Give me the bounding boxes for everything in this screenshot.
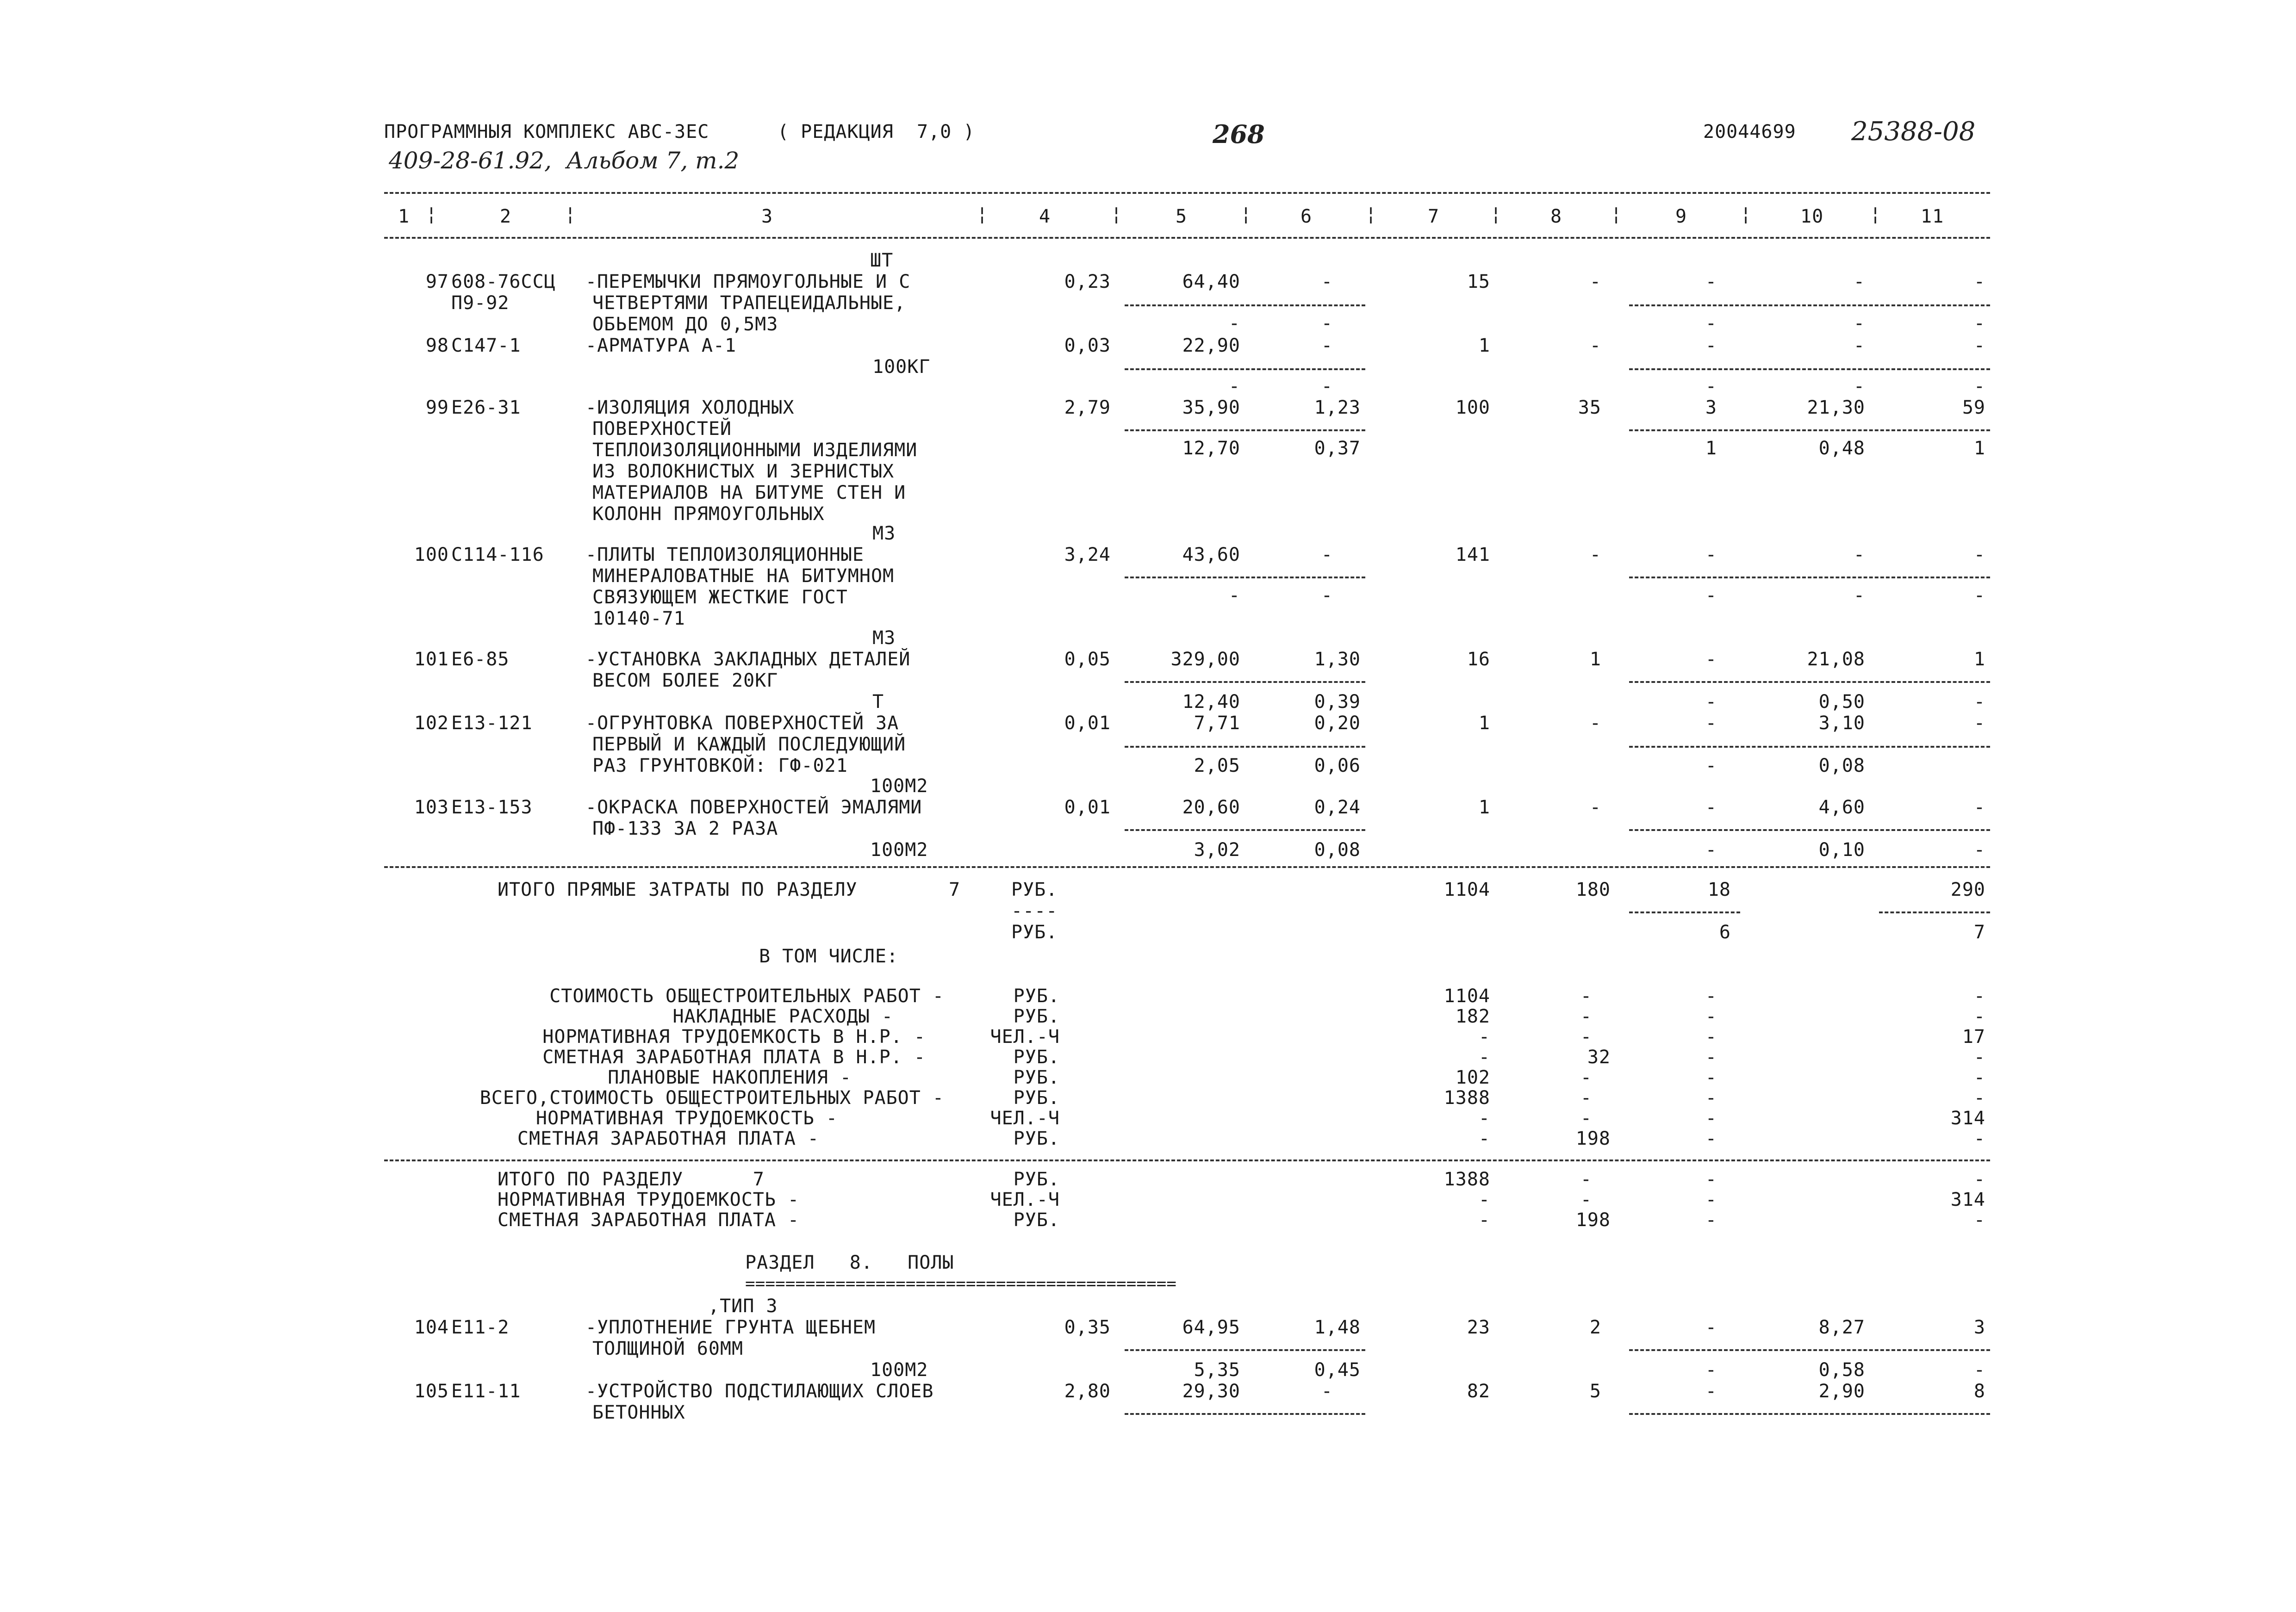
cell-c6b: - (1321, 313, 1333, 334)
sub-rule (1125, 577, 1365, 578)
cell-c11b: 1 (1973, 438, 1985, 459)
cell-c6: 0,24 (1314, 797, 1361, 818)
col-sep: ¦ (1611, 204, 1623, 225)
price-code: Е13-153 (451, 797, 533, 818)
description-line: РАЗ ГРУНТОВКОЙ: ГФ-021 (592, 755, 848, 776)
cell-c5: 329,00 (1170, 649, 1240, 670)
section-total-c9: - (1705, 1169, 1717, 1190)
cell-c8: 5 (1589, 1381, 1601, 1402)
cell-c4: 2,80 (1064, 1381, 1111, 1402)
section-total-unit: РУБ. (1013, 1209, 1060, 1231)
col-sep: ¦ (426, 204, 438, 225)
totals-section: 7 (949, 879, 961, 900)
price-code: Е6-85 (451, 649, 510, 670)
cell-c8: - (1589, 544, 1601, 565)
cell-c5b: 2,05 (1194, 755, 1240, 776)
breakdown-label: НОРМАТИВНАЯ ТРУДОЕМКОСТЬ - (535, 1108, 838, 1129)
cell-c6b: 0,06 (1314, 755, 1361, 776)
breakdown-label: ВСЕГО,СТОИМОСТЬ ОБЩЕСТРОИТЕЛЬНЫХ РАБОТ - (479, 1087, 944, 1109)
price-code: С147-1 (451, 335, 521, 356)
breakdown-c7: - (1478, 1047, 1490, 1068)
section-total-unit: РУБ. (1013, 1169, 1060, 1190)
totals-unit2: РУБ. (1011, 922, 1058, 943)
cell-c4: 0,03 (1064, 335, 1111, 356)
cell-c6b: 0,45 (1314, 1359, 1361, 1381)
breakdown-label: НОРМАТИВНАЯ ТРУДОЕМКОСТЬ В Н.Р. - (542, 1026, 926, 1048)
breakdown-c8: - (1580, 1026, 1592, 1048)
col-header: 7 (1428, 206, 1440, 227)
col-sep: ¦ (1365, 204, 1377, 225)
cell-c6: 1,48 (1314, 1317, 1361, 1338)
description-line: БЕТОННЫХ (592, 1402, 685, 1423)
breakdown-unit: РУБ. (1013, 1087, 1060, 1109)
sub-rule (1629, 911, 1740, 913)
cell-c11: - (1973, 335, 1985, 356)
cell-c10b: 0,48 (1818, 438, 1865, 459)
cell-c11: 59 (1962, 397, 1985, 418)
cell-c11: - (1973, 544, 1985, 565)
unit-label: Т (872, 691, 884, 713)
cell-c11: - (1973, 271, 1985, 292)
price-code: Е11-11 (451, 1381, 521, 1402)
cell-c8: 2 (1589, 1317, 1601, 1338)
sub-rule (1879, 911, 1990, 913)
breakdown-c7: 1388 (1444, 1087, 1490, 1109)
cell-c10: - (1853, 271, 1865, 292)
section-total-c11: - (1973, 1209, 1985, 1231)
breakdown-unit: РУБ. (1013, 1067, 1060, 1088)
description-line: -УСТРОЙСТВО ПОДСТИЛАЮЩИХ СЛОЕВ (585, 1381, 934, 1402)
description-line: -АРМАТУРА А-1 (585, 335, 737, 356)
section-8-type: ,ТИП 3 (708, 1296, 778, 1317)
breakdown-c8: - (1580, 1067, 1592, 1088)
cell-c5: 35,90 (1182, 397, 1240, 418)
cell-c10: 2,90 (1818, 1381, 1865, 1402)
col-header: 3 (761, 206, 773, 227)
cell-c4: 0,01 (1064, 713, 1111, 734)
cell-c6: 1,23 (1314, 397, 1361, 418)
cell-c7: 16 (1467, 649, 1490, 670)
row-number: 101 (414, 649, 449, 670)
row-number: 98 (425, 335, 449, 356)
cell-c8: - (1589, 713, 1601, 734)
totals-c7: 1104 (1444, 879, 1490, 900)
cell-c9b: - (1705, 839, 1717, 861)
breakdown-label: СТОИМОСТЬ ОБЩЕСТРОИТЕЛЬНЫХ РАБОТ - (549, 986, 944, 1007)
section-total-unit: ЧЕЛ.-Ч (990, 1189, 1060, 1210)
cell-c10: - (1853, 544, 1865, 565)
breakdown-unit: РУБ. (1013, 1128, 1060, 1149)
description-line: -ПЛИТЫ ТЕПЛОИЗОЛЯЦИОННЫЕ (585, 544, 864, 565)
price-code-2: П9-92 (451, 292, 510, 314)
breakdown-unit: РУБ. (1013, 1047, 1060, 1068)
cell-c5b: 5,35 (1194, 1359, 1240, 1381)
breakdown-c11: 314 (1950, 1108, 1985, 1129)
cell-c9b: - (1705, 755, 1717, 776)
cell-c11b: - (1973, 1359, 1985, 1381)
breakdown-unit: ЧЕЛ.-Ч (990, 1026, 1060, 1048)
description-line: МИНЕРАЛОВАТНЫЕ НА БИТУМНОМ (592, 565, 895, 587)
totals-c9: 18 (1707, 879, 1731, 900)
cell-c6: 1,30 (1314, 649, 1361, 670)
breakdown-c11: - (1973, 1067, 1985, 1088)
breakdown-c8: 32 (1587, 1047, 1611, 1068)
row-number: 100 (414, 544, 449, 565)
cell-c9b: - (1705, 585, 1717, 606)
sub-rule (1125, 1413, 1365, 1415)
cell-c10: 21,30 (1807, 397, 1865, 418)
col-header: 2 (500, 206, 512, 227)
cell-c5b: 3,02 (1194, 839, 1240, 861)
description-line: ОБЬЕМОМ ДО 0,5МЗ (592, 314, 778, 335)
cell-c9: 3 (1705, 397, 1717, 418)
section-total-c8: 198 (1575, 1209, 1611, 1231)
breakdown-c9: - (1705, 1067, 1717, 1088)
cell-c11: 8 (1973, 1381, 1985, 1402)
cell-c7: 100 (1455, 397, 1490, 418)
doc-code: 20044699 (1703, 121, 1796, 143)
cell-c8: - (1589, 335, 1601, 356)
row-number: 105 (414, 1381, 449, 1402)
cell-c7: 141 (1455, 544, 1490, 565)
cell-c4: 0,35 (1064, 1317, 1111, 1338)
cell-c7: 1 (1478, 713, 1490, 734)
col-sep: ¦ (565, 204, 577, 225)
col-header: 6 (1300, 206, 1313, 227)
cell-c4: 0,05 (1064, 649, 1111, 670)
sub-rule (1629, 746, 1990, 748)
section-total-label: НОРМАТИВНАЯ ТРУДОЕМКОСТЬ - (498, 1189, 800, 1210)
cell-c8: 1 (1589, 649, 1601, 670)
cell-c4: 0,23 (1064, 271, 1111, 292)
section-total-label: СМЕТНАЯ ЗАРАБОТНАЯ ПЛАТА - (498, 1209, 800, 1231)
cell-c6: 0,20 (1314, 713, 1361, 734)
sub-rule (1629, 1349, 1990, 1351)
cell-c9b: - (1705, 1359, 1717, 1381)
cell-c5: 7,71 (1194, 713, 1240, 734)
description-line: -ОКРАСКА ПОВЕРХНОСТЕЙ ЭМАЛЯМИ (585, 797, 922, 818)
cell-c8: - (1589, 271, 1601, 292)
cell-c11: - (1973, 713, 1985, 734)
cell-c5: 29,30 (1182, 1381, 1240, 1402)
unit-label: 100М2 (870, 775, 928, 797)
sub-rule (1125, 829, 1365, 831)
description-line: КОЛОНН ПРЯМОУГОЛЬНЫХ (592, 503, 825, 525)
cell-c9: - (1705, 271, 1717, 292)
breakdown-unit: РУБ. (1013, 1006, 1060, 1027)
totals-c9b: 6 (1719, 922, 1731, 943)
edition: ( РЕДАКЦИЯ 7,0 ) (778, 121, 975, 143)
sub-rule (1125, 746, 1365, 748)
cell-c10: 8,27 (1818, 1317, 1865, 1338)
section-total-label: ИТОГО ПО РАЗДЕЛУ 7 (498, 1169, 765, 1190)
sub-rule (1125, 368, 1365, 370)
cell-c5: 20,60 (1182, 797, 1240, 818)
cell-c5b: - (1228, 585, 1240, 606)
section-total-c7: - (1478, 1209, 1490, 1231)
description-line: ПЕРВЫЙ И КАЖДЫЙ ПОСЛЕДУЮЩИЙ (592, 734, 906, 755)
cell-c4: 2,79 (1064, 397, 1111, 418)
breakdown-c8: - (1580, 1087, 1592, 1109)
cell-c5: 64,95 (1182, 1317, 1240, 1338)
sub-rule (1629, 368, 1990, 370)
price-code: Е13-121 (451, 713, 533, 734)
cell-c9: - (1705, 713, 1717, 734)
breakdown-label: СМЕТНАЯ ЗАРАБОТНАЯ ПЛАТА - (517, 1128, 819, 1149)
col-sep: ¦ (1740, 204, 1752, 225)
cell-c6b: - (1321, 376, 1333, 397)
cell-c5b: 12,40 (1182, 691, 1240, 713)
description-line: СВЯЗУЮЩЕМ ЖЕСТКИЕ ГОСТ (592, 587, 848, 608)
breakdown-c8: - (1580, 986, 1592, 1007)
album-handwritten: 409-28-61.92, Альбом 7, т.2 (389, 147, 740, 174)
cell-c5b: 12,70 (1182, 438, 1240, 459)
totals-c11b: 7 (1973, 922, 1985, 943)
cell-c6: - (1321, 544, 1333, 565)
unit-label: ШТ (870, 250, 894, 271)
cell-c10b: 0,50 (1818, 691, 1865, 713)
cell-c9b: - (1705, 691, 1717, 713)
cell-c4: 0,01 (1064, 797, 1111, 818)
description-line: ТЕПЛОИЗОЛЯЦИОННЫМИ ИЗДЕЛИЯМИ (592, 440, 918, 461)
breakdown-c7: 182 (1455, 1006, 1490, 1027)
price-code: С114-116 (451, 544, 544, 565)
breakdown-label: НАКЛАДНЫЕ РАСХОДЫ - (672, 1006, 893, 1027)
breakdown-c9: - (1705, 1026, 1717, 1048)
breakdown-c11: 17 (1962, 1026, 1985, 1048)
cell-c7: 1 (1478, 797, 1490, 818)
col-header: 4 (1039, 206, 1051, 227)
unit-label: 100КГ (872, 356, 931, 378)
breakdown-unit: РУБ. (1013, 986, 1060, 1007)
cell-c9b: - (1705, 376, 1717, 397)
including-label: В ТОМ ЧИСЛЕ: (759, 946, 898, 967)
cell-c9: - (1705, 797, 1717, 818)
section-rule (384, 1159, 1990, 1161)
cell-c11: 3 (1973, 1317, 1985, 1338)
breakdown-c11: - (1973, 986, 1985, 1007)
cell-c9: - (1705, 1317, 1717, 1338)
sub-rule (1125, 304, 1365, 306)
description-line: -ИЗОЛЯЦИЯ ХОЛОДНЫХ (585, 397, 795, 418)
breakdown-label: СМЕТНАЯ ЗАРАБОТНАЯ ПЛАТА В Н.Р. - (542, 1047, 926, 1068)
section-total-c8: - (1580, 1169, 1592, 1190)
totals-dashes: ---- (1011, 900, 1058, 922)
sub-rule (1629, 429, 1990, 431)
cell-c6b: 0,37 (1314, 438, 1361, 459)
col-header: 11 (1921, 206, 1944, 227)
breakdown-c8: - (1580, 1108, 1592, 1129)
section-total-c11: 314 (1950, 1189, 1985, 1210)
col-header: 9 (1675, 206, 1687, 227)
cell-c6b: 0,39 (1314, 691, 1361, 713)
breakdown-c7: 102 (1455, 1067, 1490, 1088)
totals-label: ИТОГО ПРЯМЫЕ ЗАТРАТЫ ПО РАЗДЕЛУ (498, 879, 858, 900)
description-line: ВЕСОМ БОЛЕЕ 20КГ (592, 670, 778, 691)
sub-rule (1629, 681, 1990, 683)
section-total-c7: - (1478, 1189, 1490, 1210)
breakdown-c9: - (1705, 986, 1717, 1007)
unit-label: МЗ (872, 523, 896, 544)
sub-rule (1125, 681, 1365, 683)
description-line: -УПЛОТНЕНИЕ ГРУНТА ЩЕБНЕМ (585, 1317, 876, 1338)
breakdown-c8: 198 (1575, 1128, 1611, 1149)
header-rule-bottom (384, 237, 1990, 239)
cell-c10: 3,10 (1818, 713, 1865, 734)
col-header: 5 (1176, 206, 1188, 227)
cell-c11b: - (1973, 691, 1985, 713)
totals-c8: 180 (1575, 879, 1611, 900)
price-code: Е11-2 (451, 1317, 510, 1338)
cell-c7: 23 (1467, 1317, 1490, 1338)
breakdown-c9: - (1705, 1108, 1717, 1129)
cell-c10: 21,08 (1807, 649, 1865, 670)
cell-c5b: - (1228, 376, 1240, 397)
col-sep: ¦ (1870, 204, 1882, 225)
cell-c7: 15 (1467, 271, 1490, 292)
section-rule (384, 866, 1990, 868)
unit-label: МЗ (872, 627, 896, 649)
section-total-c11: - (1973, 1169, 1985, 1190)
cell-c9b: - (1705, 313, 1717, 334)
description-line: ЧЕТВЕРТЯМИ ТРАПЕЦЕИДАЛЬНЫЕ, (592, 292, 906, 314)
breakdown-label: ПЛАНОВЫЕ НАКОПЛЕНИЯ - (608, 1067, 852, 1088)
unit-label: 100М2 (870, 839, 928, 861)
cell-c10b: - (1853, 376, 1865, 397)
sub-rule (1125, 429, 1365, 431)
cell-c9: - (1705, 649, 1717, 670)
cell-c11b: - (1973, 376, 1985, 397)
cell-c5: 64,40 (1182, 271, 1240, 292)
description-line: -УСТАНОВКА ЗАКЛАДНЫХ ДЕТАЛЕЙ (585, 649, 911, 670)
sub-rule (1629, 1413, 1990, 1415)
cell-c8: - (1589, 797, 1601, 818)
description-line: ТОЛЩИНОЙ 60ММ (592, 1338, 744, 1359)
cell-c6: - (1321, 1381, 1333, 1402)
breakdown-c7: - (1478, 1026, 1490, 1048)
breakdown-c9: - (1705, 1047, 1717, 1068)
row-number: 104 (414, 1317, 449, 1338)
cell-c9b: 1 (1705, 438, 1717, 459)
cell-c10b: - (1853, 585, 1865, 606)
section-8-title: РАЗДЕЛ 8. ПОЛЫ (745, 1252, 954, 1273)
cell-c4: 3,24 (1064, 544, 1111, 565)
breakdown-c11: - (1973, 1006, 1985, 1027)
header-rule-top (384, 192, 1990, 194)
cell-c6b: 0,08 (1314, 839, 1361, 861)
sub-rule (1629, 304, 1990, 306)
price-code: 608-76ССЦ (451, 271, 556, 292)
cell-c10: 4,60 (1818, 797, 1865, 818)
cell-c6: - (1321, 271, 1333, 292)
breakdown-c7: 1104 (1444, 986, 1490, 1007)
sub-rule (1629, 577, 1990, 578)
breakdown-c7: - (1478, 1108, 1490, 1129)
breakdown-c11: - (1973, 1087, 1985, 1109)
cell-c11: 1 (1973, 649, 1985, 670)
section-total-c8: - (1580, 1189, 1592, 1210)
cell-c9: - (1705, 335, 1717, 356)
breakdown-c7: - (1478, 1128, 1490, 1149)
cell-c5: 43,60 (1182, 544, 1240, 565)
breakdown-unit: ЧЕЛ.-Ч (990, 1108, 1060, 1129)
cell-c10b: 0,08 (1818, 755, 1865, 776)
description-line: -ОГРУНТОВКА ПОВЕРХНОСТЕЙ ЗА (585, 713, 899, 734)
cell-c6b: - (1321, 585, 1333, 606)
cell-c10: - (1853, 335, 1865, 356)
col-sep: ¦ (1240, 204, 1252, 225)
description-line: 10140-71 (592, 608, 685, 629)
cell-c10b: 0,10 (1818, 839, 1865, 861)
col-sep: ¦ (1111, 204, 1123, 225)
cell-c8: 35 (1578, 397, 1601, 418)
description-line: ПФ-133 ЗА 2 РАЗА (592, 818, 778, 839)
description-line: МАТЕРИАЛОВ НА БИТУМЕ СТЕН И (592, 482, 906, 503)
cell-c11b: - (1973, 839, 1985, 861)
breakdown-c11: - (1973, 1128, 1985, 1149)
cell-c9: - (1705, 1381, 1717, 1402)
cell-c10b: 0,58 (1818, 1359, 1865, 1381)
row-number: 103 (414, 797, 449, 818)
row-number: 97 (425, 271, 449, 292)
cell-c11: - (1973, 797, 1985, 818)
cell-c10b: - (1853, 313, 1865, 334)
section-8-underline: =========================================== (745, 1274, 1176, 1293)
cell-c9: - (1705, 544, 1717, 565)
program-name: ПРОГРАММНЫЯ КОМПЛЕКС АВС-ЗЕС (384, 121, 709, 143)
unit-label: 100М2 (870, 1359, 928, 1381)
cell-c11b: - (1973, 313, 1985, 334)
section-total-c9: - (1705, 1209, 1717, 1231)
sub-rule (1125, 1349, 1365, 1351)
col-sep: ¦ (1490, 204, 1502, 225)
col-header: 1 (398, 206, 410, 227)
breakdown-c9: - (1705, 1087, 1717, 1109)
breakdown-c9: - (1705, 1128, 1717, 1149)
breakdown-c8: - (1580, 1006, 1592, 1027)
price-code: Е26-31 (451, 397, 521, 418)
cell-c6: - (1321, 335, 1333, 356)
row-number: 99 (425, 397, 449, 418)
totals-unit: РУБ. (1011, 879, 1058, 900)
cell-c5b: - (1228, 313, 1240, 334)
cell-c7: 82 (1467, 1381, 1490, 1402)
row-number: 102 (414, 713, 449, 734)
section-total-c9: - (1705, 1189, 1717, 1210)
description-line: -ПЕРЕМЫЧКИ ПРЯМОУГОЛЬНЫЕ И С (585, 271, 911, 292)
description-line: ИЗ ВОЛОКНИСТЫХ И ЗЕРНИСТЫХ (592, 461, 895, 482)
page-number: 268 (1213, 119, 1265, 149)
col-header: 8 (1550, 206, 1562, 227)
breakdown-c9: - (1705, 1006, 1717, 1027)
doc-number-handwritten: 25388-08 (1851, 117, 1976, 147)
description-line: ПОВЕРХНОСТЕЙ (592, 418, 732, 440)
col-sep: ¦ (977, 204, 989, 225)
cell-c7: 1 (1478, 335, 1490, 356)
cell-c5: 22,90 (1182, 335, 1240, 356)
section-total-c7: 1388 (1444, 1169, 1490, 1190)
sub-rule (1629, 829, 1990, 831)
cell-c11b: - (1973, 585, 1985, 606)
col-header: 10 (1800, 206, 1824, 227)
totals-c11: 290 (1950, 879, 1985, 900)
breakdown-c11: - (1973, 1047, 1985, 1068)
